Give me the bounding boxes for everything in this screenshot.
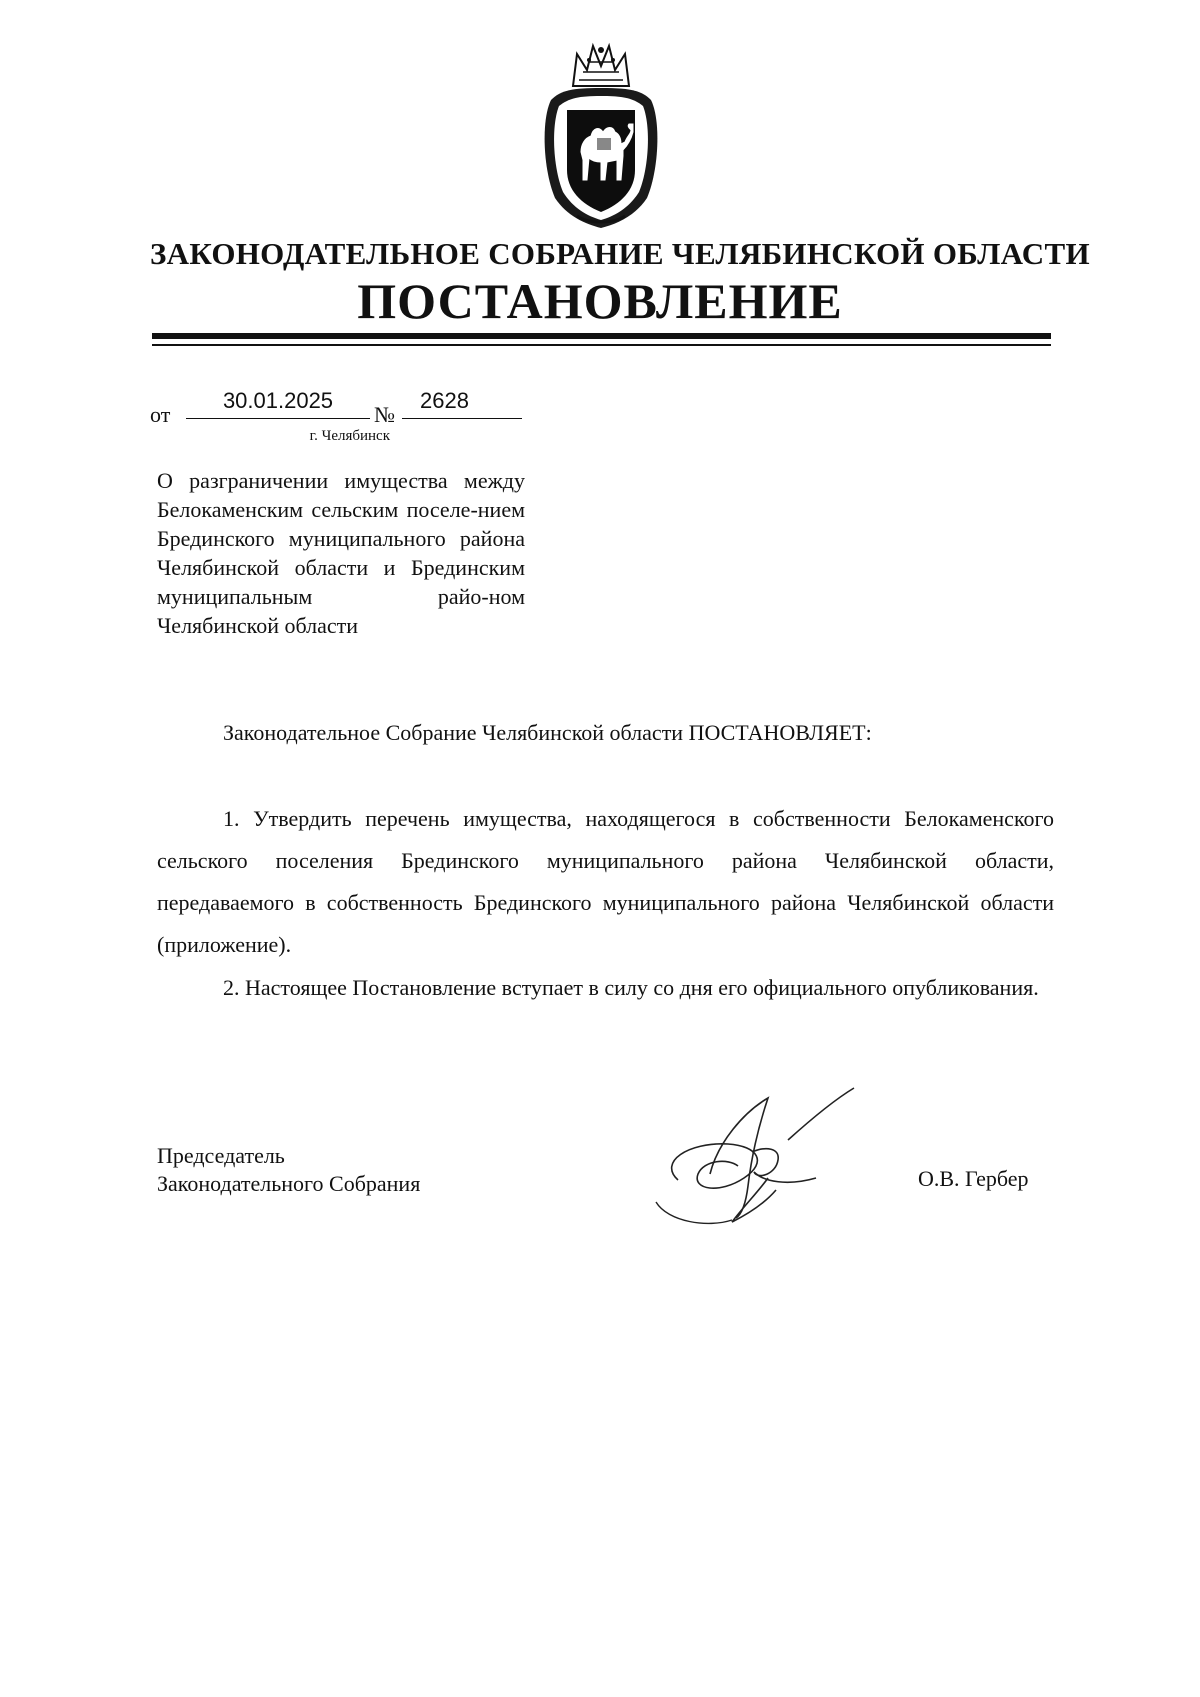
signer-name: О.В. Гербер <box>918 1166 1029 1191</box>
document-preamble: Законодательное Собрание Челябинской области ПОСТАНОВЛЯЕТ: <box>223 720 872 745</box>
signer-position-line-1: Председатель <box>157 1143 285 1168</box>
date-prefix: от <box>150 402 171 427</box>
signer-position-line-2: Законодательного Собрания <box>157 1171 421 1196</box>
resolution-item-1: 1. Утвердить перечень имущества, находящегося в собственности Белокаменского сельского поселения Брединского муниципального района Челябинской области, передаваемого в собственность Брединского муниципального района Челябинской области (приложение). <box>157 806 1054 957</box>
document-number: 2628 <box>402 388 522 419</box>
header-rule-thick <box>152 333 1051 339</box>
document-type-title: ПОСТАНОВЛЕНИЕ <box>357 273 843 329</box>
header-rule-thin <box>152 344 1051 346</box>
document-meta-row <box>150 388 530 432</box>
resolution-item-2: 2. Настоящее Постановление вступает в силу со дня его официального опубликования. <box>223 975 1039 1000</box>
document-date: 30.01.2025 <box>186 388 370 419</box>
document-subject: О разграничении имущества между Белокаменским сельским поселе-нием Брединского муниципального района Челябинской области и Брединским муниципальным райо-ном Челябинской области <box>157 468 525 638</box>
coat-of-arms-emblem <box>533 40 669 230</box>
signer-position <box>157 1142 420 1198</box>
number-prefix: № <box>374 402 395 427</box>
organization-title: ЗАКОНОДАТЕЛЬНОЕ СОБРАНИЕ ЧЕЛЯБИНСКОЙ ОБЛАСТИ <box>150 236 1090 271</box>
document-city: г. Челябинск <box>309 428 390 444</box>
handwritten-signature <box>648 1082 868 1232</box>
